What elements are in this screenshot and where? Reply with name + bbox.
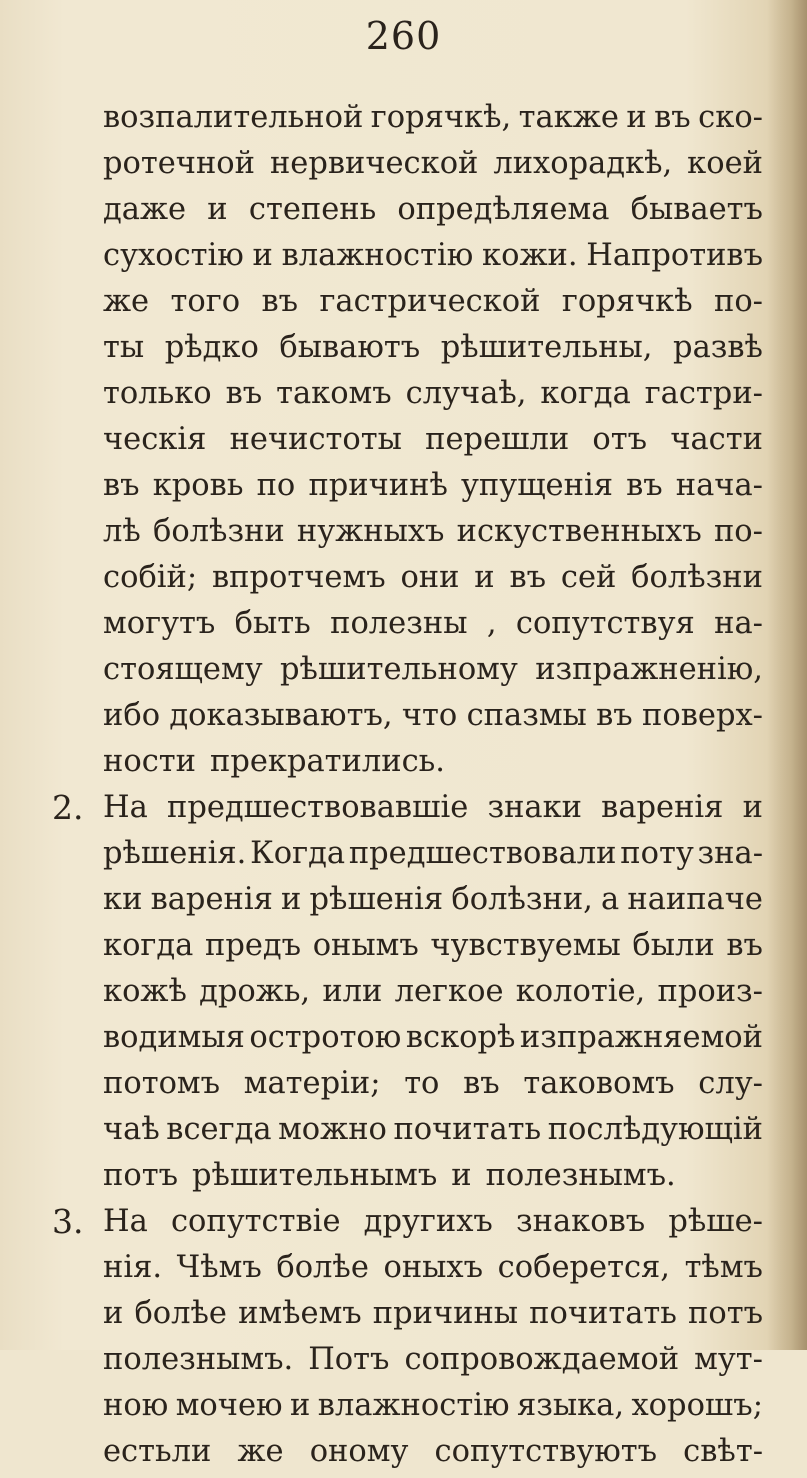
text-line xyxy=(103,1012,763,1064)
word: поту xyxy=(620,836,694,871)
word: имѣемъ xyxy=(238,1296,362,1331)
word: могутъ xyxy=(103,606,216,641)
word: рѣшенія. xyxy=(103,836,247,871)
word: ско- xyxy=(698,100,763,135)
word: въ xyxy=(463,1066,500,1101)
word: языка, xyxy=(516,1388,625,1423)
word: въ xyxy=(596,698,633,733)
word: поверх- xyxy=(642,698,763,733)
word: быть xyxy=(234,606,311,641)
word: Напротивъ xyxy=(586,238,763,273)
word: ною xyxy=(103,1388,169,1423)
word: опредѣляема xyxy=(397,192,610,227)
word: На xyxy=(103,1204,148,1239)
word: коей xyxy=(687,146,763,181)
item-number: 2. xyxy=(52,788,84,827)
word: предшествовали xyxy=(348,836,617,871)
word: влажностію xyxy=(281,238,474,273)
word: нечистоты xyxy=(229,422,402,457)
word: и xyxy=(626,100,647,135)
word: Когда xyxy=(250,836,346,871)
word: были xyxy=(632,928,715,963)
word: потомъ xyxy=(103,1066,221,1101)
word: бываетъ xyxy=(630,192,763,227)
word: ности xyxy=(103,744,196,779)
word: сопровождаемой xyxy=(404,1342,680,1377)
word: чаѣ xyxy=(103,1112,160,1147)
word: сей xyxy=(560,560,617,595)
word: только xyxy=(103,376,212,411)
word: и xyxy=(742,790,763,825)
word: кожи. xyxy=(482,238,578,273)
text-line xyxy=(103,230,763,282)
word: зна- xyxy=(697,836,763,871)
word: когда xyxy=(103,928,194,963)
text-line xyxy=(103,1058,763,1110)
word: мут- xyxy=(694,1342,763,1377)
word: матеріи; xyxy=(243,1066,381,1101)
word: болѣе xyxy=(276,1250,369,1285)
word: хорошъ; xyxy=(631,1388,763,1423)
word: свѣт- xyxy=(683,1434,763,1469)
text-line xyxy=(103,874,763,926)
page-number: 260 xyxy=(365,14,442,58)
word: такомъ xyxy=(276,376,392,411)
word: Чѣмъ xyxy=(176,1250,262,1285)
word: перешли xyxy=(425,422,570,457)
word: и xyxy=(474,560,495,595)
word: сопутствуютъ xyxy=(434,1434,658,1469)
word: варенія xyxy=(601,790,724,825)
word: случаѣ, xyxy=(405,376,527,411)
word: по xyxy=(256,468,296,503)
word: лихорадкѣ, xyxy=(493,146,673,181)
word: сухостію xyxy=(103,238,244,273)
word: того xyxy=(170,284,241,319)
text-line xyxy=(103,460,763,512)
word: возпалительной xyxy=(103,100,364,135)
word: , xyxy=(486,606,497,641)
word: таковомъ xyxy=(523,1066,675,1101)
word: развѣ xyxy=(673,330,763,365)
word: рѣшительнымъ xyxy=(191,1158,438,1193)
word: на- xyxy=(714,606,763,641)
word: мочею xyxy=(175,1388,283,1423)
word: болѣзни xyxy=(152,514,285,549)
word: соберется, xyxy=(497,1250,670,1285)
word: ческія xyxy=(103,422,207,457)
word: спазмы xyxy=(466,698,587,733)
text-line xyxy=(103,1334,763,1386)
word: прекратились. xyxy=(209,744,445,779)
word: колотіе, xyxy=(515,974,646,1009)
word: гастрической xyxy=(319,284,541,319)
word: отъ xyxy=(592,422,648,457)
text-line xyxy=(103,322,763,374)
word: чувствуемы xyxy=(430,928,621,963)
word: причинѣ xyxy=(308,468,448,503)
text-line xyxy=(103,736,763,788)
word: бываютъ xyxy=(279,330,421,365)
word: а xyxy=(601,882,620,917)
word: болѣзни, xyxy=(451,882,593,917)
word: тѣмъ xyxy=(684,1250,763,1285)
text-line xyxy=(103,644,763,696)
word: потъ xyxy=(103,1158,178,1193)
text-line xyxy=(103,920,763,972)
word: онымъ xyxy=(312,928,419,963)
word: На xyxy=(103,790,148,825)
word: даже xyxy=(103,192,187,227)
word: рѣшительны, xyxy=(440,330,653,365)
text-line xyxy=(103,1380,763,1432)
word: вскорѣ xyxy=(405,1020,516,1055)
word: въ xyxy=(726,928,763,963)
word: же xyxy=(103,284,150,319)
word: по- xyxy=(713,284,763,319)
word: же xyxy=(237,1434,284,1469)
word: другихъ xyxy=(363,1204,493,1239)
word: въ xyxy=(654,100,691,135)
word: сопутствіе xyxy=(170,1204,341,1239)
word: послѣдующій xyxy=(547,1112,763,1147)
word: дрожь, xyxy=(199,974,311,1009)
word: почитать xyxy=(393,1112,542,1147)
word: нача- xyxy=(675,468,763,503)
word: въ xyxy=(509,560,547,595)
word: Потъ xyxy=(308,1342,390,1377)
word: они xyxy=(400,560,460,595)
text-line xyxy=(103,1196,763,1248)
word: варенія xyxy=(150,882,273,917)
word: въ xyxy=(261,284,299,319)
word: лѣ xyxy=(103,514,141,549)
word: причины xyxy=(372,1296,519,1331)
text-line xyxy=(103,1288,763,1340)
word: по- xyxy=(713,514,763,549)
word: впротчемъ xyxy=(212,560,386,595)
word: и xyxy=(281,882,302,917)
word: можно xyxy=(278,1112,387,1147)
text-line xyxy=(103,828,763,880)
word: ротечной xyxy=(103,146,255,181)
word: ты xyxy=(103,330,145,365)
word: почитать xyxy=(529,1296,677,1331)
word: полезнымъ. xyxy=(103,1342,294,1377)
word: знаки xyxy=(487,790,582,825)
word: рѣше- xyxy=(668,1204,763,1239)
page-edge-shadow xyxy=(767,0,807,1350)
word: что xyxy=(401,698,458,733)
word: собій; xyxy=(103,560,198,595)
item-number: 3. xyxy=(52,1202,84,1241)
word: произ- xyxy=(657,974,763,1009)
word: слу- xyxy=(698,1066,763,1101)
text-line xyxy=(103,184,763,236)
word: рѣшенія xyxy=(309,882,444,917)
text-line xyxy=(103,552,763,604)
text-line xyxy=(103,276,763,328)
word: и xyxy=(252,238,273,273)
text-line xyxy=(103,1150,763,1202)
word: предшествовавшіе xyxy=(166,790,469,825)
word: потъ xyxy=(688,1296,763,1331)
word: и xyxy=(289,1388,311,1423)
word: гастри- xyxy=(644,376,763,411)
word: рѣдко xyxy=(164,330,259,365)
text-line xyxy=(103,1104,763,1156)
word: и xyxy=(451,1158,472,1193)
word: естьли xyxy=(103,1434,212,1469)
text-line xyxy=(103,414,763,466)
text-line xyxy=(103,368,763,420)
word: или xyxy=(322,974,383,1009)
word: упущенія xyxy=(460,468,613,503)
word: искуственныхъ xyxy=(456,514,702,549)
word: полезны xyxy=(330,606,468,641)
word: водимыя xyxy=(103,1020,245,1055)
word: также xyxy=(518,100,619,135)
word: полезнымъ. xyxy=(485,1158,676,1193)
word: сопутствуя xyxy=(515,606,695,641)
word: изпражненію, xyxy=(535,652,763,687)
word: болѣе xyxy=(134,1296,227,1331)
text-line xyxy=(103,92,763,144)
text-line xyxy=(103,690,763,742)
word: и xyxy=(103,1296,124,1331)
word: когда xyxy=(540,376,631,411)
word: рѣшительному xyxy=(279,652,518,687)
word: предъ xyxy=(204,928,302,963)
word: и xyxy=(207,192,228,227)
text-line xyxy=(103,1242,763,1294)
word: нія. xyxy=(103,1250,163,1285)
word: остротою xyxy=(249,1020,402,1055)
word: легкое xyxy=(394,974,504,1009)
word: влажностію xyxy=(317,1388,510,1423)
word: кровь xyxy=(152,468,244,503)
word: кожѣ xyxy=(103,974,187,1009)
text-line xyxy=(103,782,763,834)
text-line xyxy=(103,598,763,650)
word: наипаче xyxy=(627,882,763,917)
word: стоящему xyxy=(103,652,263,687)
word: изпражняемой xyxy=(519,1020,763,1055)
word: болѣзни xyxy=(631,560,763,595)
word: горячкѣ, xyxy=(370,100,512,135)
word: то xyxy=(404,1066,440,1101)
word: доказываютъ, xyxy=(169,698,393,733)
word: въ xyxy=(103,468,140,503)
word: въ xyxy=(626,468,663,503)
word: горячкѣ xyxy=(561,284,693,319)
text-line xyxy=(103,506,763,558)
word: ибо xyxy=(103,698,161,733)
word: всегда xyxy=(166,1112,272,1147)
word: ки xyxy=(103,882,143,917)
text-line xyxy=(103,138,763,190)
word: оному xyxy=(309,1434,409,1469)
word: знаковъ xyxy=(516,1204,646,1239)
word: въ xyxy=(225,376,263,411)
word: оныхъ xyxy=(383,1250,484,1285)
text-line xyxy=(103,1426,763,1478)
word: части xyxy=(670,422,763,457)
text-line xyxy=(103,966,763,1018)
word: нервической xyxy=(269,146,479,181)
word: нужныхъ xyxy=(296,514,445,549)
word: степень xyxy=(248,192,377,227)
